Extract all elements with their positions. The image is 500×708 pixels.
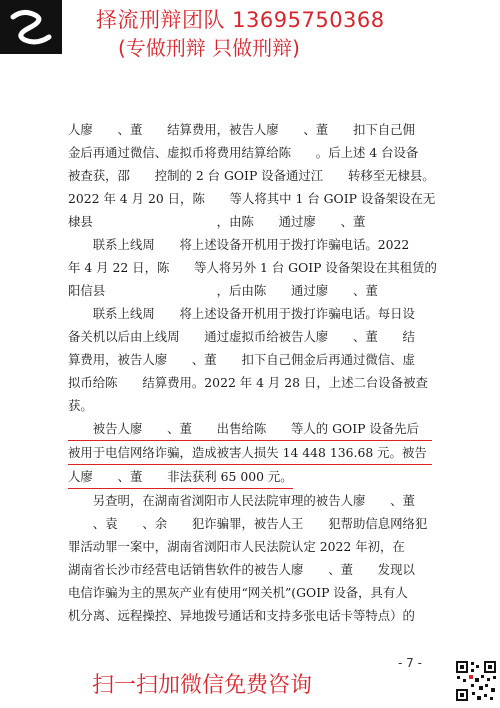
text-line: 阳信县 ，后由陈 通过廖 、董 [68,283,378,298]
header-title: 择流刑辩团队 13695750368 [96,8,385,32]
text-line: 联系上线周 将上述设备开机用于拨打诈骗电话。2022 [68,237,410,252]
text-line: 罪活动罪一案中，湖南省浏阳市人民法院认定 2022 年初，在 [68,539,405,554]
text-line: 金后再通过微信、虚拟币将费用结算给陈 。后上述 4 台设备 [68,145,419,160]
text-line: 电信诈骗为主的黑灰产业有使用“网关机”(GOIP 设备，具有人 [68,585,408,600]
text-line: 算费用，被告人廖 、董 扣下自己佣金后再通过微信、虚 [68,352,415,367]
text-line: 机分离、远程操控、异地拨号通话和支持多张电话卡等特点）的 [68,608,415,623]
page-number: - 7 - [398,656,422,670]
text-line: 棣县 ，由陈 通过廖 、董 [68,214,366,229]
wechat-qr-code[interactable] [455,660,497,702]
text-line: 2022 年 4 月 20 日，陈 等人将其中 1 台 GOIP 设备架设在无 [68,191,436,206]
text-line: 获。 [68,398,93,413]
header-subtitle: (专做刑辩 只做刑辩) [118,36,300,60]
text-line: 备关机以后由上线周 通过虚拟币给被告人廖 、董 结 [68,329,415,344]
highlighted-line: 被用于电信网络诈骗，造成被害人损失 14 448 136.68 元。被告 [68,441,432,465]
text-line: 拟币给陈 结算费用。2022 年 4 月 28 日，上述二台设备被查 [68,375,428,390]
highlighted-line: 人廖 、董 非法获利 65 000 元。 [68,465,293,489]
highlighted-line: 被告人廖 、董 出售给陈 等人的 GOIP 设备先后 [68,417,432,441]
text-line: 人廖 、董 结算费用，被告人廖 、董 扣下自己佣 [68,122,415,137]
text-line: 湖南省长沙市经营电话销售软件的被告人廖 、董 发现以 [68,562,415,577]
text-line: 年 4 月 22 日，陈 等人将另外 1 台 GOIP 设备架设在其租赁的 [68,260,437,275]
text-line: 另查明，在湖南省浏阳市人民法院审理的被告人廖 、董 [68,493,415,508]
footer-cta: 扫一扫加微信免费咨询 [92,673,313,698]
firm-logo [0,0,62,54]
text-line: 被查获，邵 控制的 2 台 GOIP 设备通过江 转移至无棣县。 [68,168,435,183]
document-body [68,118,437,627]
text-line: 联系上线周 将上述设备开机用于拨打诈骗电话。每日设 [68,306,415,321]
text-line: 、袁 、余 犯诈骗罪，被告人王 犯帮助信息网络犯 [68,516,428,531]
